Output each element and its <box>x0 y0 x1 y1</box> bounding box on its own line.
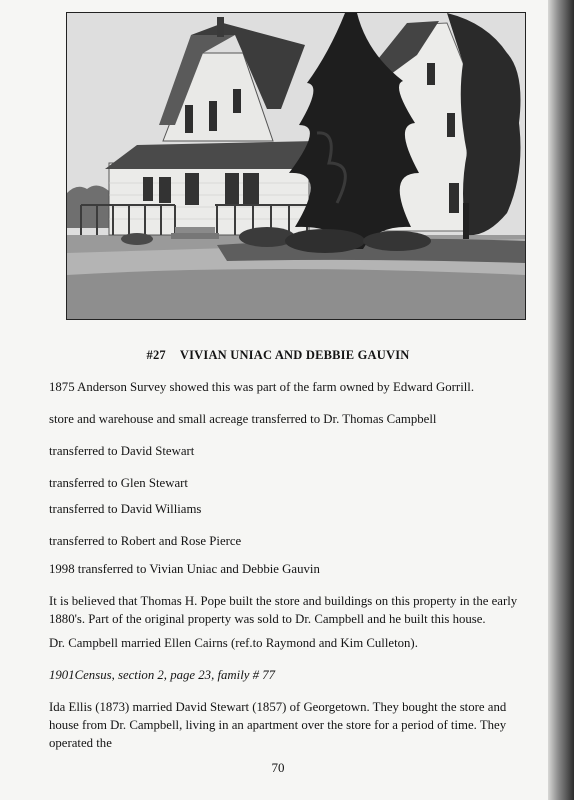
heading-title: VIVIAN UNIAC AND DEBBIE GAUVIN <box>179 348 410 362</box>
paragraph-pope-history: It is believed that Thomas H. Pope built the store and buildings on this property in the early 1880's. Part of the original property was sold to Dr. Campbell and he built this house. <box>49 594 518 626</box>
paragraph-transfer-david-stewart: transferred to David Stewart <box>49 444 195 458</box>
house-photograph <box>66 12 526 320</box>
paragraph-transfer-campbell: store and warehouse and small acreage transferred to Dr. Thomas Campbell <box>49 412 437 426</box>
paragraph-transfer-pierce: transferred to Robert and Rose Pierce <box>49 534 242 548</box>
page-number: 70 <box>271 760 285 775</box>
heading-number: #27 <box>146 348 166 362</box>
paragraph-campbell-marriage: Dr. Campbell married Ellen Cairns (ref.to Raymond and Kim Culleton). <box>49 636 418 650</box>
paragraph-transfer-uniac-gauvin: 1998 transferred to Vivian Uniac and Debbie Gauvin <box>49 562 320 576</box>
section-heading <box>0 348 556 363</box>
paragraph-census: 1901Census, section 2, page 23, family # 77 <box>49 668 276 682</box>
paragraph-transfer-glen-stewart: transferred to Glen Stewart <box>49 476 188 490</box>
paragraph-transfer-david-williams: transferred to David Williams <box>49 502 202 516</box>
page-edge-shadow <box>548 0 574 800</box>
paragraph-ellis-stewart: Ida Ellis (1873) married David Stewart (1857) of Georgetown. They bought the store and house from Dr. Campbell, living in an apartment over the store for a period of time. They operated the <box>49 700 507 750</box>
paragraph-survey: 1875 Anderson Survey showed this was part of the farm owned by Edward Gorrill. <box>49 380 475 394</box>
